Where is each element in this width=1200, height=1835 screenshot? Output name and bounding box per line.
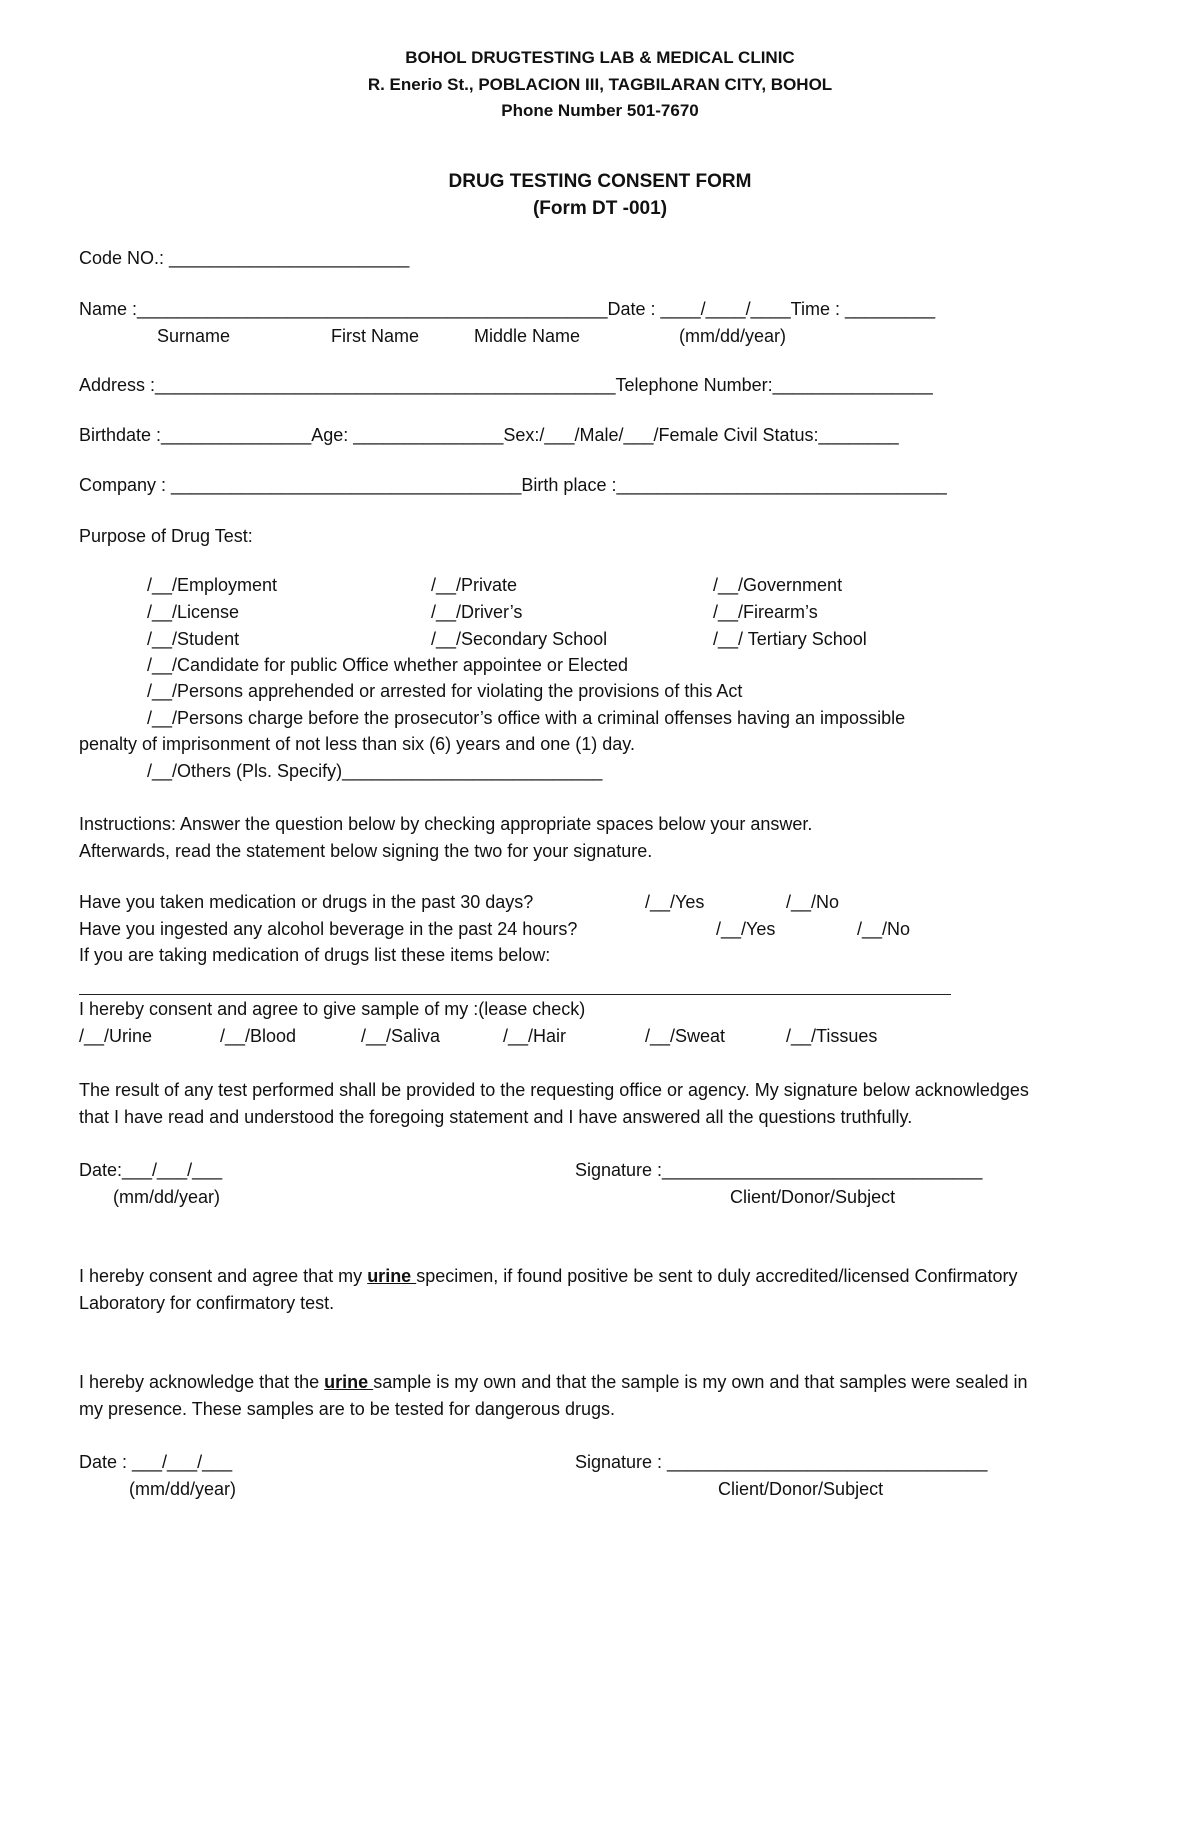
instructions-line-2: Afterwards, read the statement below signing the two for your signature. <box>79 841 653 861</box>
purpose-tertiary-school[interactable]: /__/ Tertiary School <box>713 629 867 649</box>
address-telephone-field[interactable]: Address :______________________________________________Telephone Number:________________ <box>79 375 933 395</box>
acknowledge-urine-emph: urine <box>324 1372 374 1392</box>
question-alcohol-yes[interactable]: /__/Yes <box>716 919 776 939</box>
purpose-others[interactable]: /__/Others (Pls. Specify)__________________________ <box>147 761 603 781</box>
purpose-license[interactable]: /__/License <box>147 602 240 622</box>
sign1-date-format: (mm/dd/year) <box>113 1187 221 1207</box>
sign2-signer-label: Client/Donor/Subject <box>718 1479 884 1499</box>
purpose-firearms[interactable]: /__/Firearm’s <box>713 602 818 622</box>
consent-sample-label: I hereby consent and agree to give sample of my :(lease check) <box>79 999 586 1019</box>
purpose-charged-continued: penalty of imprisonment of not less than six (6) years and one (1) day. <box>79 734 635 754</box>
instructions-line-1: Instructions: Answer the question below by checking appropriate spaces below your answer. <box>79 814 813 834</box>
question-alcohol-no[interactable]: /__/No <box>857 919 911 939</box>
purpose-employment[interactable]: /__/Employment <box>147 575 278 595</box>
sample-hair[interactable]: /__/Hair <box>503 1026 567 1046</box>
question-medication-yes[interactable]: /__/Yes <box>645 892 705 912</box>
medication-list-line[interactable] <box>79 994 951 995</box>
purpose-private[interactable]: /__/Private <box>431 575 518 595</box>
sample-saliva[interactable]: /__/Saliva <box>361 1026 441 1046</box>
confirmatory-urine-emph: urine <box>367 1266 417 1286</box>
question-alcohol: Have you ingested any alcohol beverage in the past 24 hours? <box>79 919 578 939</box>
middle-name-label: Middle Name <box>474 326 581 346</box>
result-statement-line-1: The result of any test performed shall be provided to the requesting office or agency. My signature below acknowledges <box>79 1080 1029 1100</box>
result-statement-line-2: that I have read and understood the foregoing statement and I have answered all the questions truthfully. <box>79 1107 913 1127</box>
confirmatory-text-after: specimen, if found positive be sent to duly accredited/licensed Confirmatory <box>416 1266 1018 1286</box>
confirmatory-line-1 <box>79 1265 1018 1287</box>
question-medication-list: If you are taking medication of drugs list these items below: <box>79 945 551 965</box>
form-title: DRUG TESTING CONSENT FORM <box>448 171 752 192</box>
birth-age-sex-civil-field[interactable]: Birthdate :_______________Age: _______________Sex:/___/Male/___/Female Civil Status:________ <box>79 425 899 445</box>
purpose-label: Purpose of Drug Test: <box>79 526 253 546</box>
purpose-secondary-school[interactable]: /__/Secondary School <box>431 629 608 649</box>
sign2-signature-field[interactable]: Signature : ________________________________ <box>575 1452 988 1472</box>
clinic-phone: Phone Number 501-7670 <box>501 101 699 120</box>
confirmatory-line-2: Laboratory for confirmatory test. <box>79 1293 335 1313</box>
purpose-student[interactable]: /__/Student <box>147 629 240 649</box>
acknowledge-line-1 <box>79 1371 1028 1393</box>
confirmatory-text-before: I hereby consent and agree that my <box>79 1266 368 1286</box>
sign1-signer-label: Client/Donor/Subject <box>730 1187 896 1207</box>
purpose-government[interactable]: /__/Government <box>713 575 843 595</box>
code-no-field[interactable]: Code NO.: ________________________ <box>79 248 410 268</box>
date-format-label: (mm/dd/year) <box>679 326 787 346</box>
sample-urine[interactable]: /__/Urine <box>79 1026 153 1046</box>
form-subtitle: (Form DT -001) <box>532 198 668 219</box>
acknowledge-text-after: sample is my own and that the sample is my own and that samples were sealed in <box>373 1372 1028 1392</box>
acknowledge-text-before: I hereby acknowledge that the <box>79 1372 325 1392</box>
surname-label: Surname <box>157 326 231 346</box>
acknowledge-line-2: my presence. These samples are to be tested for dangerous drugs. <box>79 1399 615 1419</box>
company-birthplace-field[interactable]: Company : ___________________________________Birth place :_________________________________ <box>79 475 947 495</box>
purpose-apprehended[interactable]: /__/Persons apprehended or arrested for violating the provisions of this Act <box>147 681 743 701</box>
sign1-date-field[interactable]: Date:___/___/___ <box>79 1160 223 1180</box>
sample-sweat[interactable]: /__/Sweat <box>645 1026 726 1046</box>
clinic-address: R. Enerio St., POBLACION III, TAGBILARAN CITY, BOHOL <box>367 75 833 94</box>
purpose-charged[interactable]: /__/Persons charge before the prosecutor’s office with a criminal offenses having an impossible <box>147 708 906 728</box>
question-medication-no[interactable]: /__/No <box>786 892 840 912</box>
first-name-label: First Name <box>331 326 420 346</box>
sample-blood[interactable]: /__/Blood <box>220 1026 297 1046</box>
sign2-date-format: (mm/dd/year) <box>129 1479 237 1499</box>
sign1-signature-field[interactable]: Signature :________________________________ <box>575 1160 983 1180</box>
clinic-name: BOHOL DRUGTESTING LAB & MEDICAL CLINIC <box>405 48 795 67</box>
sample-tissues[interactable]: /__/Tissues <box>786 1026 878 1046</box>
question-medication: Have you taken medication or drugs in the past 30 days? <box>79 892 534 912</box>
purpose-candidate[interactable]: /__/Candidate for public Office whether appointee or Elected <box>147 655 628 675</box>
purpose-drivers[interactable]: /__/Driver’s <box>431 602 523 622</box>
sign2-date-field[interactable]: Date : ___/___/___ <box>79 1452 233 1472</box>
name-date-time-field[interactable]: Name :_______________________________________________Date : ____/____/____Time : _________ <box>79 299 936 319</box>
